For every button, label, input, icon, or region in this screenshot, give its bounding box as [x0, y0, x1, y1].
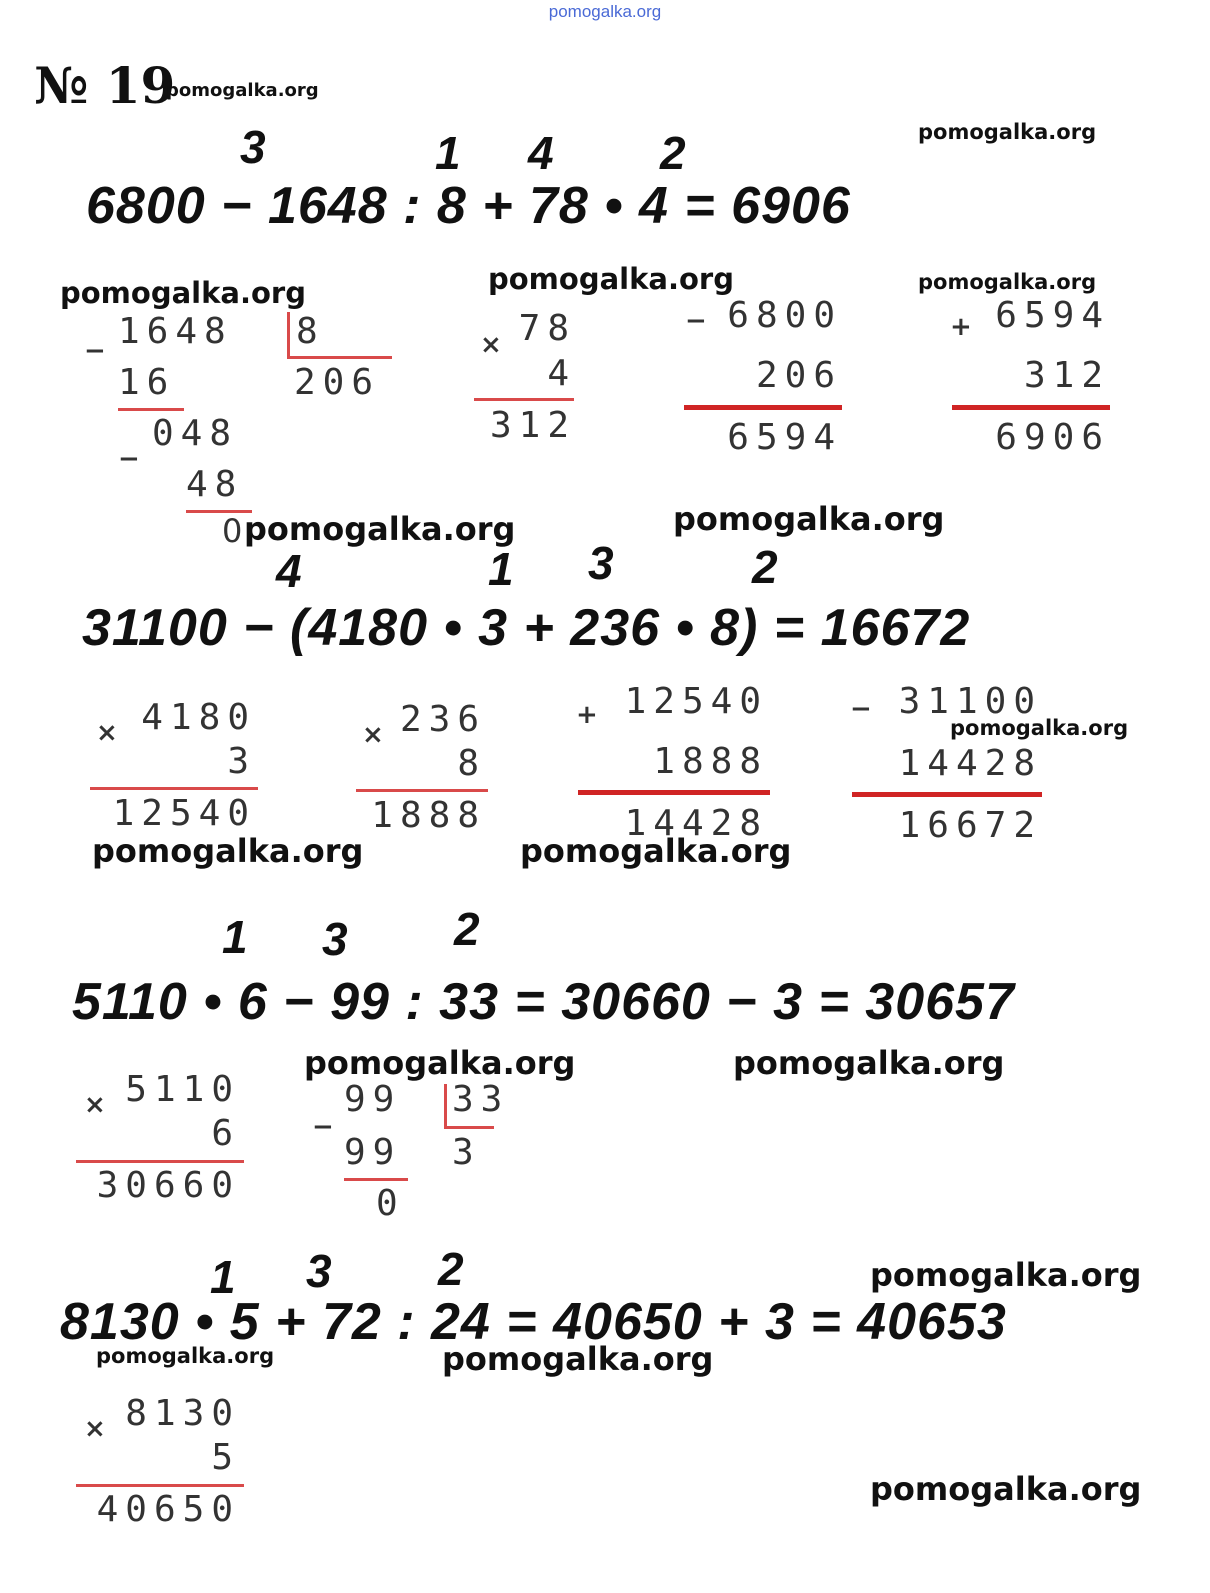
- divisor: 33: [452, 1079, 510, 1120]
- equation-2: 31100 − (4180 • 3 + 236 • 8) = 16672: [82, 599, 971, 657]
- remainder-step: 048: [152, 413, 239, 454]
- operand-a: 4180: [141, 697, 256, 738]
- equation-1: 6800 − 1648 : 8 + 78 • 4 = 6906: [86, 177, 851, 235]
- operand-b: 1888: [653, 741, 768, 782]
- division-bracket: [287, 312, 290, 356]
- operand-a: 236: [399, 699, 486, 740]
- operand-a: 6800: [727, 295, 842, 336]
- operand-a: 5110: [125, 1069, 240, 1110]
- watermark: pomogalka.org: [304, 1044, 576, 1082]
- top-watermark: pomogalka.org: [548, 2, 662, 21]
- plus-sign: +: [576, 700, 598, 730]
- equation-4: 8130 • 5 + 72 : 24 = 40650 + 3 = 40653: [60, 1293, 1007, 1351]
- product: 40650: [96, 1489, 240, 1530]
- operand-a: 12540: [624, 681, 768, 722]
- operand-b: 312: [1023, 355, 1110, 396]
- watermark: pomogalka.org: [96, 1344, 275, 1368]
- underline: [578, 790, 770, 795]
- times-sign: ×: [362, 720, 384, 750]
- division-bracket: [444, 1084, 447, 1128]
- quotient: 3: [452, 1132, 481, 1173]
- times-sign: ×: [84, 1090, 106, 1120]
- watermark: pomogalka.org: [488, 262, 734, 296]
- watermark: pomogalka.org: [244, 510, 516, 548]
- operand-b: 3: [227, 741, 256, 782]
- operand-a: 31100: [898, 681, 1042, 722]
- watermark: pomogalka.org: [733, 1044, 1005, 1082]
- watermark: pomogalka.org: [870, 1470, 1142, 1508]
- minus-sign: −: [850, 694, 872, 724]
- dividend: 99: [344, 1079, 402, 1120]
- order-number: 1: [488, 543, 514, 595]
- difference: 16672: [898, 805, 1042, 846]
- minus-sign: −: [84, 336, 106, 366]
- order-number: 3: [240, 121, 266, 173]
- subtrahend: 99: [344, 1132, 402, 1173]
- times-sign: ×: [96, 718, 118, 748]
- operand-b: 6: [211, 1113, 240, 1154]
- order-number: 3: [588, 537, 614, 589]
- watermark: pomogalka.org: [442, 1340, 714, 1378]
- subtrahend: 16: [118, 362, 176, 403]
- operand-a: 6594: [995, 295, 1110, 336]
- minus-sign: −: [118, 444, 140, 474]
- watermark: pomogalka.org: [918, 120, 1097, 144]
- order-number: 4: [528, 127, 554, 179]
- order-number: 2: [752, 541, 778, 593]
- minus-sign: −: [685, 306, 707, 336]
- division-remainder: 0: [376, 1183, 405, 1224]
- operand-b: 8: [457, 743, 486, 784]
- watermark: pomogalka.org: [166, 80, 319, 101]
- order-number: 2: [660, 127, 686, 179]
- order-number: 2: [454, 903, 480, 955]
- order-number: 3: [322, 913, 348, 965]
- operand-a: 8130: [125, 1393, 240, 1434]
- watermark: pomogalka.org: [92, 832, 364, 870]
- watermark: pomogalka.org: [918, 270, 1097, 294]
- divisor: 8: [296, 311, 325, 352]
- watermark: pomogalka.org: [520, 832, 792, 870]
- order-number: 3: [306, 1245, 332, 1297]
- operand-b: 4: [547, 353, 576, 394]
- operand-b: 14428: [898, 743, 1042, 784]
- watermark: pomogalka.org: [673, 500, 945, 538]
- product: 30660: [96, 1165, 240, 1206]
- operand-a: 78: [518, 308, 576, 349]
- underline: [684, 405, 842, 410]
- exercise-number: № 19: [34, 56, 176, 115]
- quotient: 206: [294, 362, 381, 403]
- watermark: pomogalka.org: [870, 1256, 1142, 1294]
- difference: 6594: [727, 417, 842, 458]
- order-number: 1: [210, 1251, 236, 1303]
- operand-b: 206: [755, 355, 842, 396]
- operand-b: 5: [211, 1437, 240, 1478]
- sum: 6906: [995, 417, 1110, 458]
- equation-3: 5110 • 6 − 99 : 33 = 30660 − 3 = 30657: [72, 973, 1015, 1031]
- order-number: 1: [435, 127, 461, 179]
- times-sign: ×: [480, 330, 502, 360]
- order-number: 4: [276, 545, 302, 597]
- order-number: 2: [438, 1243, 464, 1295]
- product: 312: [489, 405, 576, 446]
- subtrahend: 48: [186, 464, 244, 505]
- order-number: 1: [222, 911, 248, 963]
- product: 1888: [371, 795, 486, 836]
- underline: [852, 792, 1042, 797]
- underline: [952, 405, 1110, 410]
- dividend: 1648: [118, 311, 233, 352]
- watermark: pomogalka.org: [950, 716, 1129, 740]
- plus-sign: +: [950, 312, 972, 342]
- product: 12540: [112, 793, 256, 834]
- times-sign: ×: [84, 1414, 106, 1444]
- watermark: pomogalka.org: [60, 276, 306, 310]
- minus-sign: −: [312, 1112, 334, 1142]
- sum: 14428: [624, 803, 768, 844]
- division-remainder: 0: [222, 512, 243, 550]
